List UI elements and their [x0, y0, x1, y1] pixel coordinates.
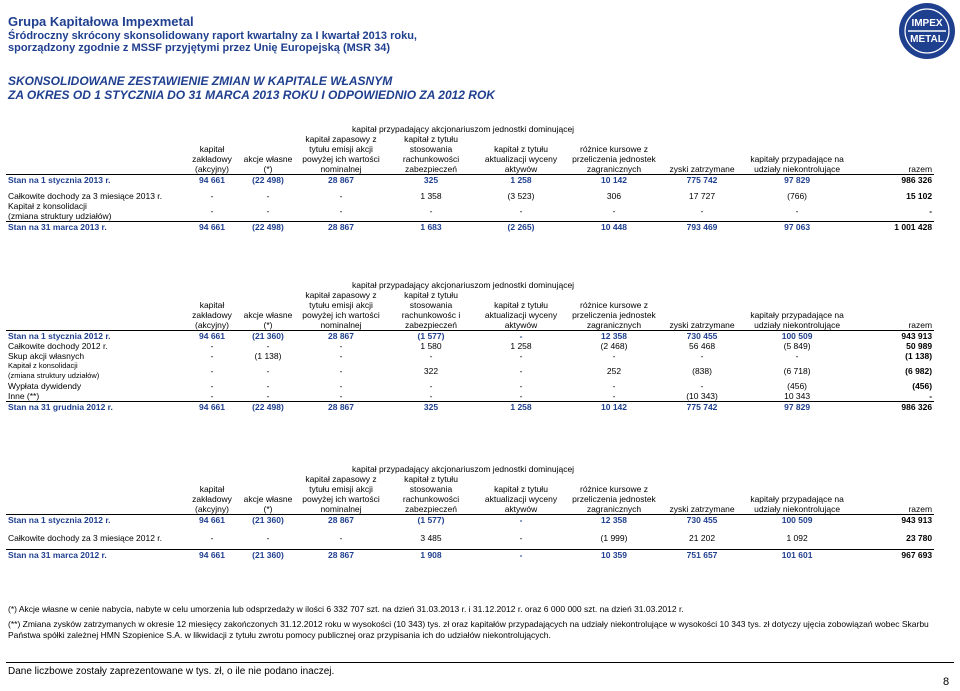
cell: (22 498) [252, 175, 284, 185]
cell: 21 202 [689, 533, 716, 543]
table-row [6, 391, 934, 402]
cell: - [612, 381, 616, 391]
table-row [6, 533, 934, 543]
cell: 28 867 [328, 331, 354, 341]
cell: 10 359 [566, 550, 662, 561]
cell: - [519, 381, 523, 391]
table-row [6, 331, 934, 342]
cell: 1 683 [386, 222, 476, 233]
cell: (2 468) [600, 341, 628, 351]
cell: 252 [606, 366, 622, 376]
table-row [6, 341, 934, 351]
cell: - [700, 381, 704, 391]
cell: 94 661 [184, 550, 240, 561]
cell: (5 849) [783, 341, 811, 351]
cell: - [429, 391, 433, 401]
svg-text:IMPEX: IMPEX [911, 18, 943, 29]
cell: - [210, 206, 214, 216]
cell: 793 469 [662, 222, 742, 233]
cell: (21 360) [252, 515, 284, 525]
cell: 28 867 [296, 222, 386, 233]
cell: 306 [606, 191, 622, 201]
col-header: zyski zatrzymane [662, 134, 742, 175]
cell: (22 498) [240, 402, 296, 413]
cell: 94 661 [184, 222, 240, 233]
cell: - [612, 206, 616, 216]
col-header: kapitał z tytułu stosowania rachunkowośc i zabezpieczeń [386, 290, 476, 331]
col-header: kapitał z tytułu stosowania rachunkowości zabezpieczeń [386, 474, 476, 515]
cell: (2 265) [476, 222, 566, 233]
col-header: różnice kursowe z przeliczenia jednostek zagranicznych [566, 474, 662, 515]
table-row [6, 201, 934, 222]
row-label: Całkowite dochody za 3 miesiące 2012 r. [8, 533, 163, 543]
cell: (6 718) [783, 366, 811, 376]
cell: - [266, 381, 270, 391]
cell: 94 661 [184, 402, 240, 413]
table-row [6, 550, 934, 561]
cell: (838) [692, 366, 712, 376]
cell: - [266, 191, 270, 201]
table-header-row [6, 474, 934, 515]
cell: 94 661 [199, 515, 225, 525]
cell: 967 693 [852, 550, 934, 561]
cell: - [795, 206, 799, 216]
cell: (456) [912, 381, 933, 391]
row-label-line1: Kapitał z konsolidacji [8, 361, 78, 370]
cell: - [210, 191, 214, 201]
col-header: zyski zatrzymane [662, 290, 742, 331]
cell: 943 913 [901, 515, 933, 525]
table-row [6, 351, 934, 361]
col-header: kapitał z tytułu aktualizacji wyceny aktywów [476, 474, 566, 515]
cell: 730 455 [686, 331, 718, 341]
cell: 50 989 [906, 341, 933, 351]
cell: 101 601 [742, 550, 852, 561]
cell: - [266, 341, 270, 351]
col-header: akcje własne (*) [240, 474, 296, 515]
cell: 322 [423, 366, 439, 376]
cell: 986 326 [901, 175, 933, 185]
cell: - [519, 533, 523, 543]
col-header: akcje własne (*) [240, 290, 296, 331]
cell: 56 468 [689, 341, 716, 351]
cell: - [266, 366, 270, 376]
cell: (10 343) [686, 391, 718, 401]
col-header: kapitał zakładowy (akcyjny) [184, 474, 240, 515]
footnote-other: (**) Zmiana zysków zatrzymanych w okresie 12 miesięcy zakończonych 31.12.2012 roku w wysokości (10 343) tys. zł oraz kapitałów przypadających na udziały niekontrolujące w wysokości 10 343 tys. zł dotyczy ujęcia zobowiązań wobec Skarbu Państwa spółki zależnej HMN Szopienice S.A. w likwidacji z tytułu zwrotu pomocy publicznej oraz przypisania ich do udziałów niekontrolujących. [8, 619, 929, 640]
cell: 23 780 [906, 533, 933, 543]
cell: - [339, 351, 343, 361]
cell: 94 661 [199, 331, 225, 341]
footnote-treasury-shares: (*) Akcje własne w cenie nabycia, nabyte w celu umorzenia lub odsprzedaży w ilości 6 332 707 szt. na dzień 31.03.2013 r. i 31.12.2012 r. oraz 6 000 000 szt. na dzień 31.03.2012 r. [8, 604, 684, 614]
cell: 1 358 [420, 191, 442, 201]
col-header: razem [852, 134, 934, 175]
cell: 97 063 [742, 222, 852, 233]
cell: (1 577) [417, 331, 445, 341]
cell: - [519, 391, 523, 401]
equity-table-2012-q1 [6, 464, 934, 560]
equity-table-2013 [6, 124, 934, 232]
row-label: Całkowite dochody za 3 miesiące 2013 r. [8, 191, 163, 201]
col-header: kapitał zapasowy z tytułu emisji akcji powyżej ich wartości nominalnej [296, 134, 386, 175]
cell: 730 455 [686, 515, 718, 525]
footnotes [8, 604, 948, 641]
cell: 943 913 [901, 331, 933, 341]
cell: 3 485 [420, 533, 442, 543]
table-row [6, 381, 934, 391]
statement-title-line2: ZA OKRES OD 1 STYCZNIA DO 31 MARCA 2013 ROKU I ODPOWIEDNIO ZA 2012 ROK [8, 88, 495, 102]
cell: - [210, 381, 214, 391]
cell: - [795, 351, 799, 361]
cell: (456) [787, 381, 808, 391]
cell: - [519, 351, 523, 361]
cell: 1 092 [786, 533, 808, 543]
col-header: kapitał zapasowy z tytułu emisji akcji powyżej ich wartości nominalnej [296, 290, 386, 331]
cell: (3 523) [507, 191, 535, 201]
cell: - [266, 206, 270, 216]
cell: (21 360) [252, 331, 284, 341]
row-label: Wypłata dywidendy [8, 381, 82, 391]
row-label: Skup akcji własnych [8, 351, 85, 361]
cell: (1 999) [600, 533, 628, 543]
report-subtitle-line2: sporządzony zgodnie z MSSF przyjętymi przez Unię Europejską (MSR 34) [8, 42, 391, 54]
cell: 775 742 [686, 175, 718, 185]
cell: - [612, 391, 616, 401]
row-label-line2: (zmiana struktury udziałów) [8, 371, 100, 380]
cell: 100 509 [781, 331, 813, 341]
group-header: kapitał przypadający akcjonariuszom jednostki dominującej [352, 280, 575, 290]
cell: - [339, 341, 343, 351]
row-label-line1: Kapitał z konsolidacji [8, 201, 87, 211]
col-header: kapitały przypadające na udziały niekontrolujące [742, 290, 852, 331]
cell: (1 138) [905, 351, 933, 361]
cell: 10 343 [784, 391, 811, 401]
cell: - [339, 533, 343, 543]
cell: - [339, 366, 343, 376]
footer-divider [6, 662, 954, 663]
cell: 10 448 [566, 222, 662, 233]
cell: - [519, 515, 523, 525]
cell: 10 142 [601, 175, 627, 185]
cell: 986 326 [852, 402, 934, 413]
cell: - [210, 366, 214, 376]
cell: 1 001 428 [852, 222, 934, 233]
cell: 12 358 [601, 331, 627, 341]
cell: - [476, 550, 566, 561]
footer-note: Dane liczbowe zostały zaprezentowane w tys. zł, o ile nie podano inaczej. [8, 666, 335, 677]
row-label: Całkowite dochody 2012 r. [8, 341, 108, 351]
cell: - [929, 391, 933, 401]
cell: - [266, 533, 270, 543]
page-number: 8 [943, 676, 950, 688]
cell: - [519, 206, 523, 216]
cell: - [519, 366, 523, 376]
row-label: Inne (**) [8, 391, 40, 401]
table-header-row [6, 290, 934, 331]
row-label-line2: (zmiana struktury udziałów) [8, 211, 112, 221]
col-header: różnice kursowe z przeliczenia jednostek zagranicznych [566, 134, 662, 175]
cell: - [339, 391, 343, 401]
cell: 12 358 [601, 515, 627, 525]
cell: - [339, 381, 343, 391]
cell: 1 258 [476, 402, 566, 413]
col-header: kapitał zakładowy (akcyjny) [184, 134, 240, 175]
row-label: Stan na 1 stycznia 2012 r. [8, 515, 111, 525]
table-row [6, 515, 934, 526]
row-label: Stan na 31 grudnia 2012 r. [6, 402, 184, 413]
report-subtitle-line1: Śródroczny skrócony skonsolidowany raport kwartalny za I kwartał 2013 roku, [8, 30, 417, 42]
cell: - [429, 351, 433, 361]
cell: 28 867 [328, 175, 354, 185]
cell: 17 727 [689, 191, 716, 201]
cell: - [210, 533, 214, 543]
group-header: kapitał przypadający akcjonariuszom jednostki dominującej [352, 464, 575, 474]
cell: 751 657 [662, 550, 742, 561]
col-header: razem [852, 290, 934, 331]
cell: - [210, 341, 214, 351]
cell: 1 908 [386, 550, 476, 561]
cell: 325 [423, 175, 439, 185]
cell: 28 867 [296, 402, 386, 413]
cell: (766) [787, 191, 808, 201]
table-row [6, 361, 934, 381]
cell: - [612, 351, 616, 361]
table-header-row [6, 134, 934, 175]
cell: 15 102 [906, 191, 933, 201]
col-header: kapitał zapasowy z tytułu emisji akcji powyżej ich wartości nominalnej [296, 474, 386, 515]
cell: - [429, 206, 433, 216]
cell: 97 829 [742, 402, 852, 413]
col-header: razem [852, 474, 934, 515]
cell: 1 258 [510, 341, 532, 351]
col-header: kapitał zakładowy (akcyjny) [184, 290, 240, 331]
col-header: zyski zatrzymane [662, 474, 742, 515]
cell: 97 829 [784, 175, 811, 185]
cell: - [339, 206, 343, 216]
cell: 1 580 [420, 341, 442, 351]
svg-text:METAL: METAL [910, 34, 944, 45]
cell: 1 258 [510, 175, 532, 185]
group-header: kapitał przypadający akcjonariuszom jednostki dominującej [352, 124, 575, 134]
cell: - [519, 331, 523, 341]
row-label: Stan na 1 stycznia 2013 r. [8, 175, 111, 185]
row-label [6, 201, 184, 222]
cell: - [700, 351, 704, 361]
cell: - [929, 206, 933, 216]
cell: 28 867 [328, 515, 354, 525]
table-row [6, 222, 934, 233]
cell: - [700, 206, 704, 216]
company-name: Grupa Kapitałowa Impexmetal [8, 14, 194, 29]
col-header: kapitał z tytułu aktualizacji wyceny aktywów [476, 134, 566, 175]
cell: 100 509 [781, 515, 813, 525]
cell: 325 [386, 402, 476, 413]
equity-table-2012-full-year [6, 280, 934, 412]
col-header: kapitały przypadające na udziały niekontrolujące [742, 134, 852, 175]
cell: (1 577) [417, 515, 445, 525]
col-header: kapitał z tytułu stosowania rachunkowości zabezpieczeń [386, 134, 476, 175]
cell: 28 867 [296, 550, 386, 561]
col-header: różnice kursowe z przeliczenia jednostek zagranicznych [566, 290, 662, 331]
cell: - [429, 381, 433, 391]
table-row [6, 191, 934, 201]
cell: - [266, 391, 270, 401]
row-label: Stan na 1 stycznia 2012 r. [8, 331, 111, 341]
cell: - [339, 191, 343, 201]
row-label [6, 361, 184, 381]
cell: - [210, 351, 214, 361]
col-header: kapitał z tytułu aktualizacji wyceny aktywów [476, 290, 566, 331]
statement-title-line1: SKONSOLIDOWANE ZESTAWIENIE ZMIAN W KAPITALE WŁASNYM [8, 74, 393, 88]
cell: 94 661 [199, 175, 225, 185]
row-label: Stan na 31 marca 2013 r. [6, 222, 184, 233]
cell: (6 982) [905, 366, 933, 376]
cell: 10 142 [566, 402, 662, 413]
col-header: kapitały przypadające na udziały niekontrolujące [742, 474, 852, 515]
cell: 775 742 [662, 402, 742, 413]
impexmetal-logo [898, 2, 956, 60]
cell: (21 360) [240, 550, 296, 561]
table-row [6, 402, 934, 413]
table-row [6, 175, 934, 186]
row-label: Stan na 31 marca 2012 r. [6, 550, 184, 561]
cell: - [210, 391, 214, 401]
col-header: akcje własne (*) [240, 134, 296, 175]
cell: (1 138) [254, 351, 282, 361]
cell: (22 498) [240, 222, 296, 233]
